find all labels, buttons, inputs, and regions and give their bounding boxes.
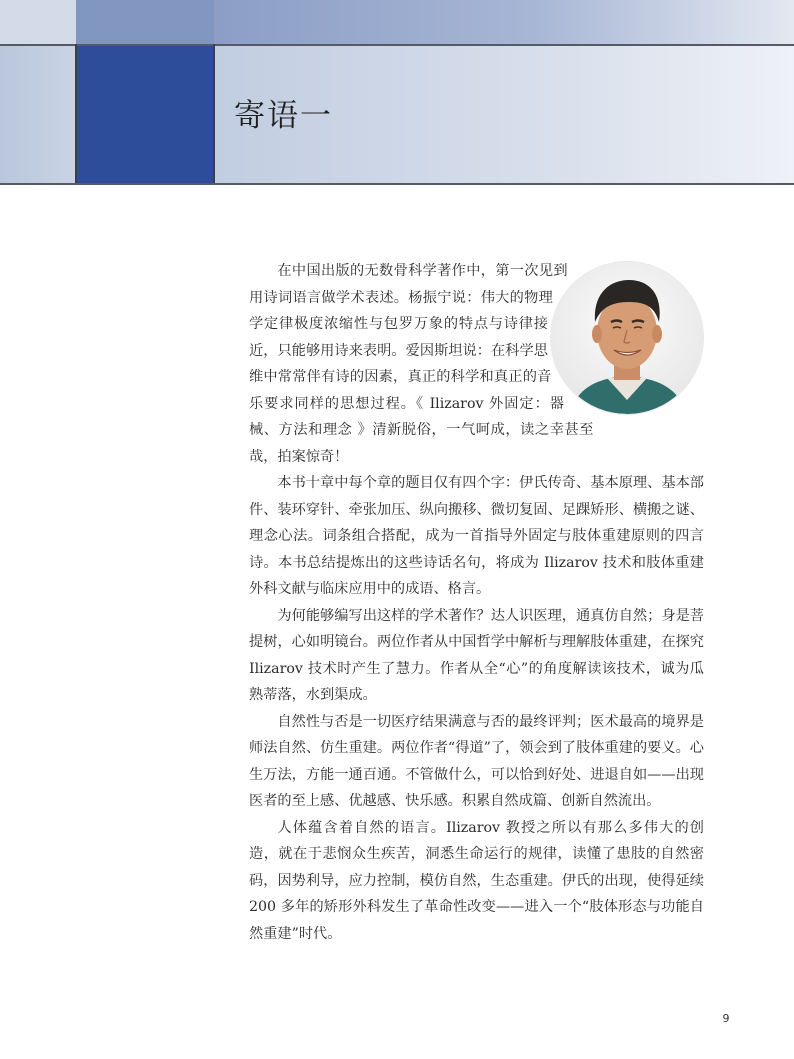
chapter-header [0, 0, 794, 184]
paragraph: 在中国出版的无数骨科学著作中，第一次见到用诗词语言做学术表述。杨振宁说：伟大的物理学定律极度浓缩性与包罗万象的特点与诗律接近，只能够用诗来表明。爱因斯坦说：在科学思维中常常伴有诗的因素，真正的科学和真正的音乐要求同样的思想过程。《 Ilizarov 外固定：器械、方法和理念 》清新脱俗，一气呵成，读之幸甚至哉，拍案惊奇！ [249, 263, 594, 465]
page-number: 9 [722, 1012, 730, 1025]
paragraph: 人体蕴含着自然的语言。Ilizarov 教授之所以有那么多伟大的创造，就在于悲悯众生疾苦，洞悉生命运行的规律，读懂了患肢的自然密码，因势利导，应力控制，模仿自然，生态重建。伊氏的出现，使得延续 200 多年的矫形外科发生了革命性改变——进入一个“肢体形态与功能自然重建”时代。 [249, 819, 704, 942]
page-title: 寄语一 [234, 98, 333, 134]
paragraph: 为何能够编写出这样的学术著作？达人识医理，通真仿自然；身是菩提树，心如明镜台。两位作者从中国哲学中解析与理解肢体重建，在探究 Ilizarov 技术时产生了慧力。作者从全“心”的角度解读该技术，诚为瓜熟蒂落，水到渠成。 [249, 607, 704, 703]
header-divider [213, 44, 215, 184]
header-band-left [0, 46, 75, 183]
paragraph: 本书十章中每个章的题目仅有四个字：伊氏传奇、基本原理、基本部件、装环穿针、牵张加压、纵向搬移、微切复固、足踝矫形、横搬之谜、理念心法。词条组合搭配，成为一首指导外固定与肢体重建原则的四言诗。本书总结提炼出的这些诗话名句，将成为 Ilizarov 技术和肢体重建外科文献与临床应用中的成语、格言。 [249, 475, 704, 597]
header-strip-left [0, 0, 76, 44]
header-band-accent [77, 46, 213, 183]
header-strip-middle [76, 0, 214, 44]
body-text [249, 258, 704, 947]
paragraph: 自然性与否是一切医疗结果满意与否的最终评判；医术最高的境界是师法自然、仿生重建。两位作者“得道”了，领会到了肢体重建的要义。心生万法，方能一通百通。不管做什么，可以恰到好处、进退自如——出现医者的至上感、优越感、快乐感。积累自然成篇、创新自然流出。 [249, 713, 704, 809]
header-divider [75, 44, 77, 184]
header-bottom-rule [0, 183, 794, 185]
header-strip-right [214, 0, 794, 44]
